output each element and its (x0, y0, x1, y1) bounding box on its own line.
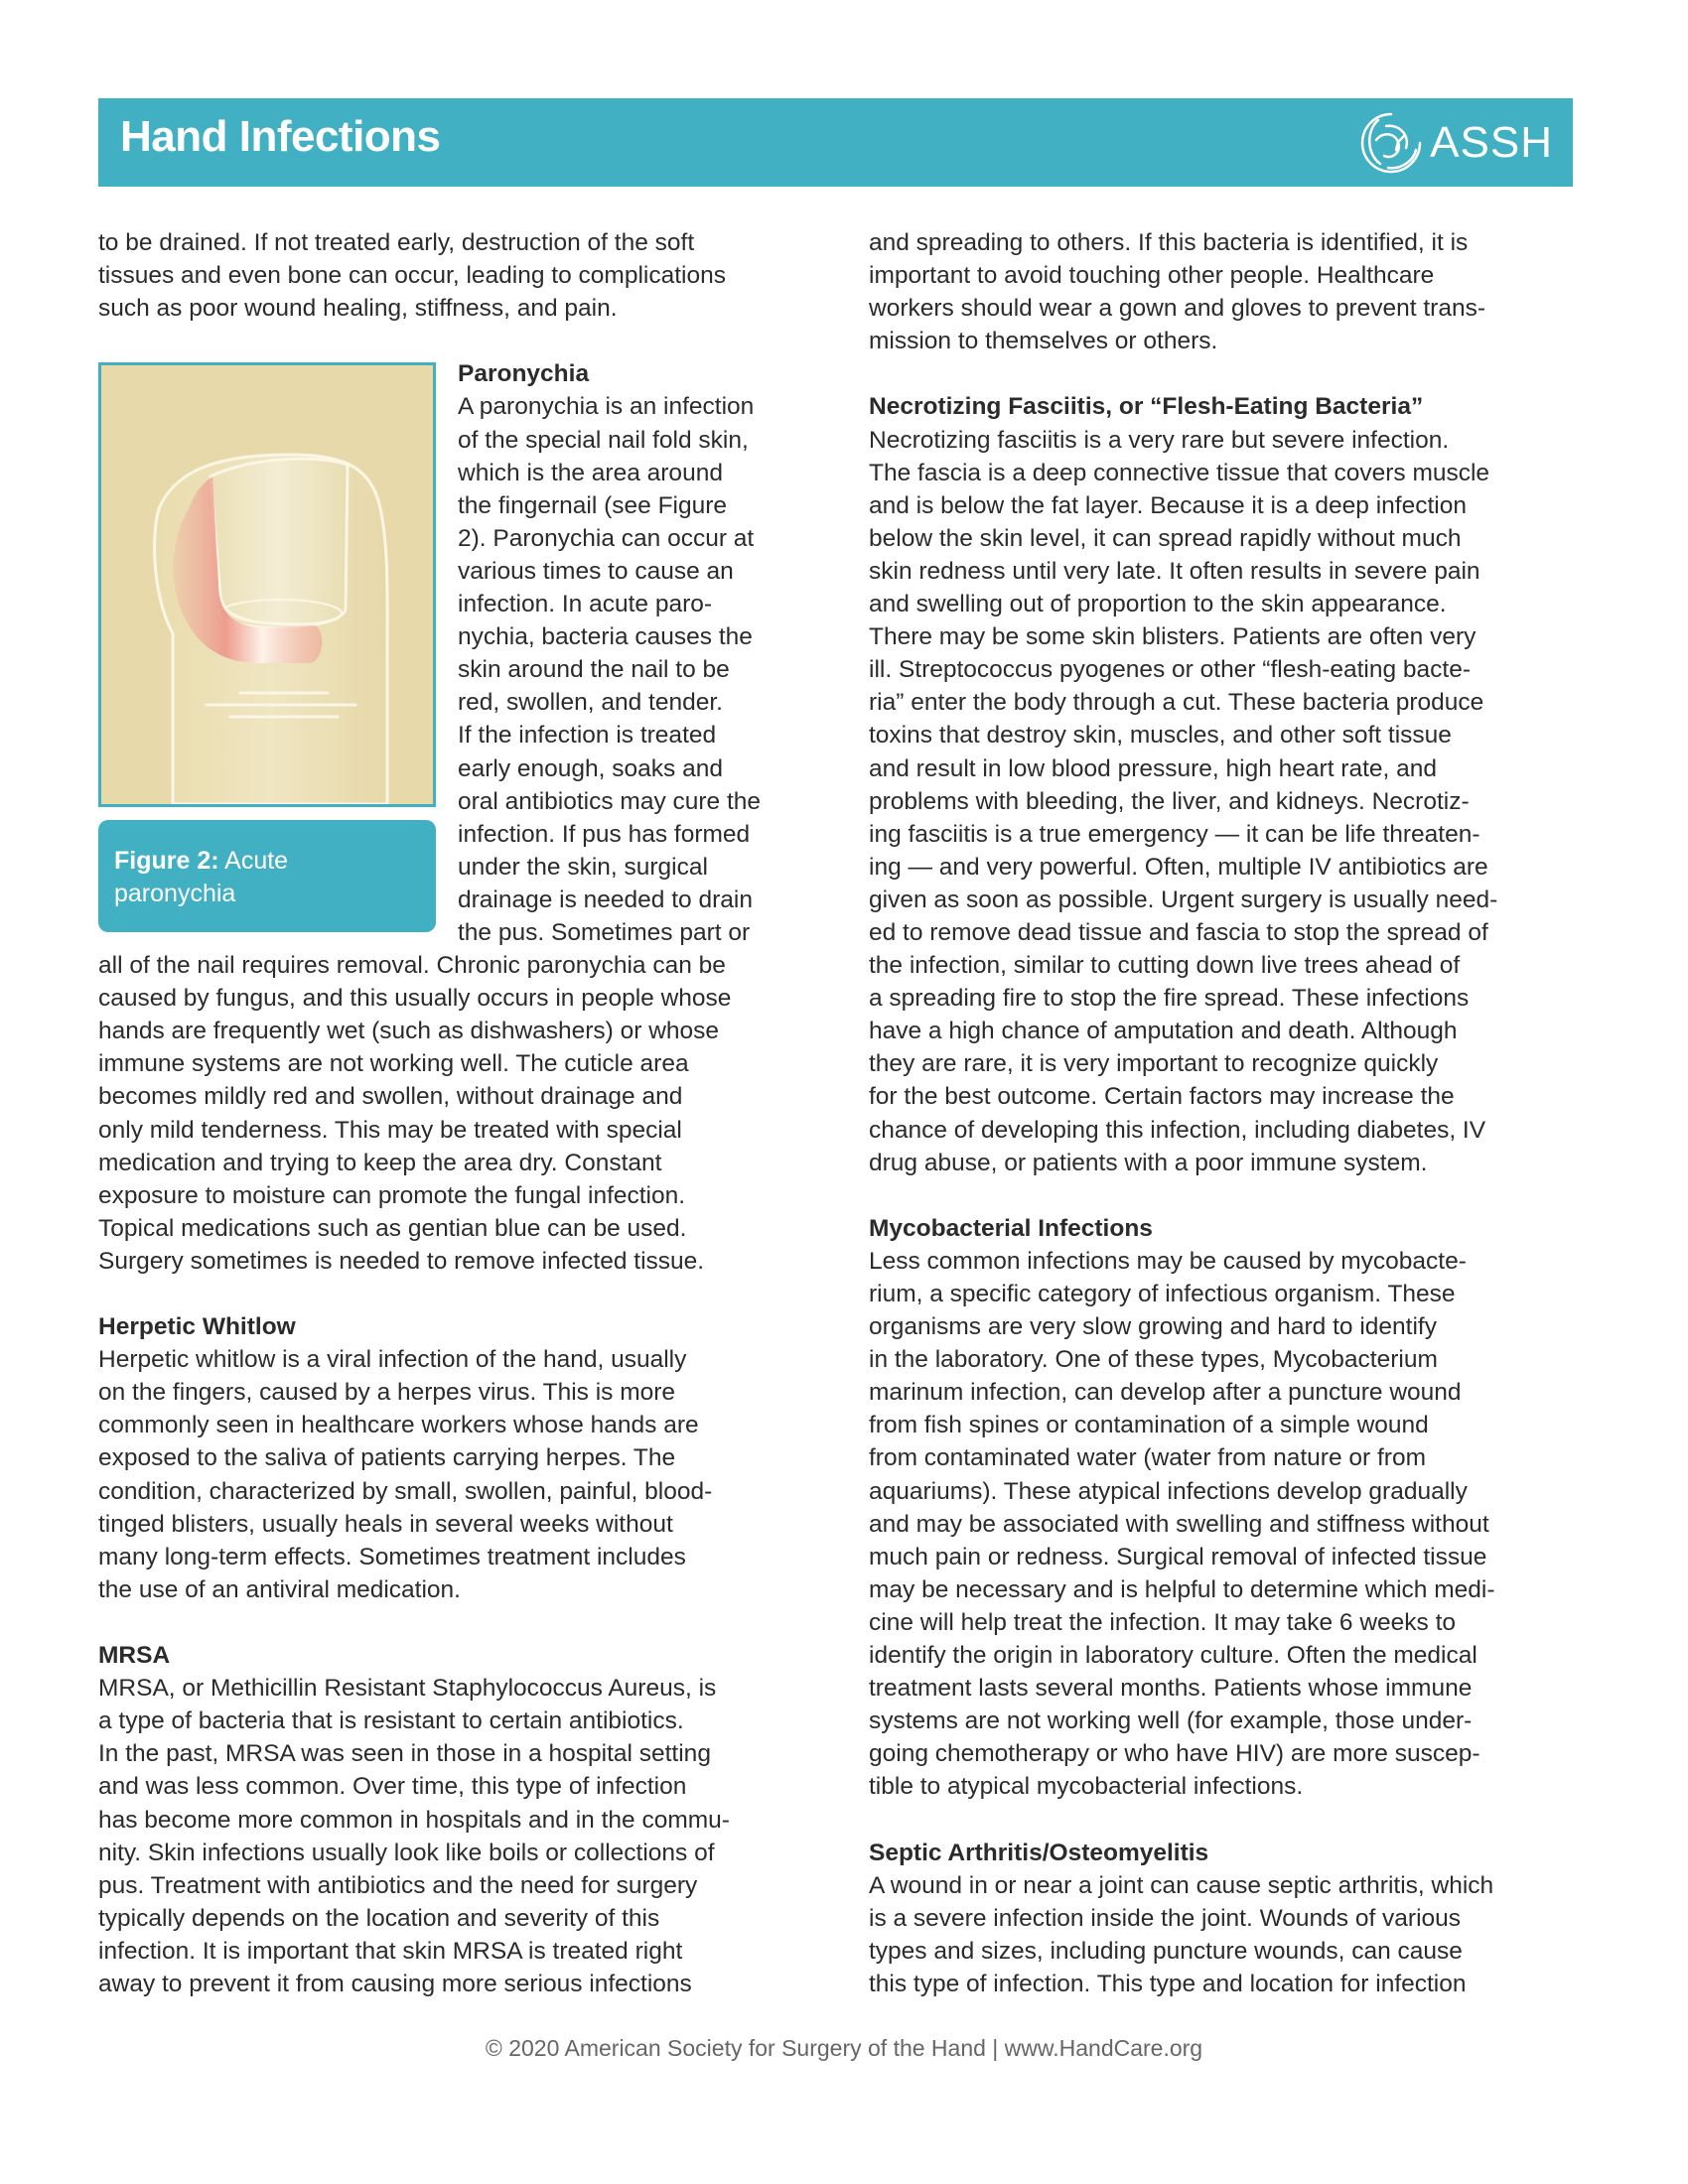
text-line: away to prevent it from causing more serious infections (98, 1970, 692, 1997)
text-line: to be drained. If not treated early, destruction of the soft (98, 229, 695, 256)
text-line: chance of developing this infection, including diabetes, IV (869, 1116, 1486, 1144)
text-line: marinum infection, can develop after a puncture wound (869, 1379, 1462, 1407)
text-line: has become more common in hospitals and in the commu- (98, 1806, 730, 1834)
text-line: nity. Skin infections usually look like boils or collections of (98, 1839, 715, 1866)
text-line: A paronychia is an infection (458, 393, 755, 421)
text-line: exposure to moisture can promote the fungal infection. (98, 1181, 686, 1209)
text-line: is a severe infection inside the joint. Wounds of various (869, 1904, 1462, 1932)
section-heading: Septic Arthritis/Osteomyelitis (869, 1839, 1209, 1866)
text-line: many long-term effects. Sometimes treatment includes (98, 1543, 686, 1570)
text-line: identify the origin in laboratory culture. Often the medical (869, 1642, 1477, 1670)
text-line: organisms are very slow growing and hard to identify (869, 1313, 1437, 1341)
footer-copyright: © 2020 American Society for Surgery of the Hand | www.HandCare.org (485, 2035, 1203, 2061)
figure-label: Figure 2: (114, 847, 219, 875)
text-line: from fish spines or contamination of a simple wound (869, 1412, 1429, 1439)
text-line: ed to remove dead tissue and fascia to stop the spread of (869, 918, 1488, 946)
text-line: important to avoid touching other people. Healthcare (869, 262, 1435, 290)
text-line: typically depends on the location and severity of this (98, 1904, 660, 1932)
text-line: only mild tenderness. This may be treated with special (98, 1116, 682, 1144)
assh-logo (1358, 110, 1553, 176)
text-line: Necrotizing fasciitis is a very rare but severe infection. (869, 426, 1450, 454)
text-line: and result in low blood pressure, high heart rate, and (869, 754, 1438, 782)
section-heading: Mycobacterial Infections (869, 1214, 1153, 1242)
text-line: caused by fungus, and this usually occurs in people whose (98, 985, 732, 1013)
text-line: ing fasciitis is a true emergency — it can be life threaten- (869, 820, 1480, 848)
text-line: the pus. Sometimes part or (458, 918, 751, 946)
blank-line (869, 357, 1584, 390)
text-line: mission to themselves or others. (869, 328, 1218, 355)
text-line: much pain or redness. Surgical removal of infected tissue (869, 1543, 1487, 1570)
text-line: for the best outcome. Certain factors may increase the (869, 1083, 1455, 1111)
text-line: and may be associated with swelling and stiffness without (869, 1510, 1489, 1538)
text-line: pus. Treatment with antibiotics and the need for surgery (98, 1871, 698, 1899)
page-title: Hand Infections (120, 112, 441, 161)
text-line: medication and trying to keep the area dry. Constant (98, 1149, 662, 1176)
text-line: systems are not working well (for example, those under- (869, 1707, 1473, 1735)
section-heading: MRSA (98, 1642, 171, 1670)
text-line: Herpetic whitlow is a viral infection of the hand, usually (98, 1346, 687, 1374)
text-line: on the fingers, caused by a herpes virus. This is more (98, 1379, 676, 1407)
text-line: in the laboratory. One of these types, Mycobacterium (869, 1346, 1438, 1374)
text-line: drug abuse, or patients with a poor immune system. (869, 1149, 1428, 1176)
caption-line-2: paronychia (114, 880, 236, 907)
text-line: from contaminated water (water from nature or from (869, 1444, 1426, 1472)
text-line: this type of infection. This type and location for infection (869, 1970, 1467, 1997)
text-line: ing — and very powerful. Often, multiple IV antibiotics are (869, 853, 1488, 881)
text-line: There may be some skin blisters. Patients are often very (869, 623, 1477, 651)
finger-nail-illustration (101, 365, 433, 804)
text-line: tinged blisters, usually heals in several weeks without (98, 1510, 673, 1538)
text-line: rium, a specific category of infectious organism. These (869, 1281, 1456, 1307)
text-line: If the infection is treated (458, 722, 717, 750)
page-header (98, 98, 1573, 187)
section-heading: Herpetic Whitlow (98, 1313, 296, 1341)
right-column (869, 226, 1584, 2000)
text-line: and swelling out of proportion to the skin appearance. (869, 591, 1447, 618)
text-line: early enough, soaks and (458, 754, 723, 782)
text-line: skin redness until very late. It often results in severe pain (869, 557, 1480, 585)
text-line: all of the nail requires removal. Chronic paronychia can be (98, 952, 726, 980)
text-line: going chemotherapy or who have HIV) are more suscep- (869, 1740, 1480, 1768)
text-line: and was less common. Over time, this type of infection (98, 1773, 687, 1801)
text-line: exposed to the saliva of patients carrying herpes. The (98, 1444, 676, 1472)
text-line: Topical medications such as gentian blue can be used. (98, 1214, 687, 1242)
section-heading: Necrotizing Fasciitis, or “Flesh-Eating Bacteria” (869, 393, 1424, 421)
text-line: they are rare, it is very important to recognize quickly (869, 1050, 1439, 1078)
text-line: infection. If pus has formed (458, 820, 751, 848)
text-line: Less common infections may be caused by mycobacte- (869, 1247, 1467, 1275)
text-line: the fingernail (see Figure (458, 491, 728, 519)
text-line: commonly seen in healthcare workers whose hands are (98, 1412, 699, 1439)
text-line: immune systems are not working well. The cuticle area (98, 1050, 689, 1078)
text-line: tissues and even bone can occur, leading to complications (98, 262, 726, 290)
text-line: hands are frequently wet (such as dishwashers) or whose (98, 1018, 720, 1045)
figure-caption (98, 820, 436, 932)
text-line: may be necessary and is helpful to determine which medi- (869, 1575, 1495, 1603)
text-line: problems with bleeding, the liver, and kidneys. Necrotiz- (869, 787, 1470, 815)
text-line: oral antibiotics may cure the (458, 787, 762, 815)
text-line: skin around the nail to be (458, 656, 730, 684)
text-line: cine will help treat the infection. It may take 6 weeks to (869, 1608, 1457, 1636)
text-line: the use of an antiviral medication. (98, 1575, 461, 1603)
text-line: below the skin level, it can spread rapidly without much (869, 524, 1462, 552)
text-line: ria” enter the body through a cut. These bacteria produce (869, 689, 1484, 717)
text-line: the infection, similar to cutting down live trees ahead of (869, 952, 1461, 980)
text-line: such as poor wound healing, stiffness, and pain. (98, 295, 618, 323)
swirl-logo-icon (1358, 110, 1424, 176)
text-line: becomes mildly red and swollen, without drainage and (98, 1083, 683, 1111)
logo-text: ASSH (1430, 118, 1553, 167)
text-line: treatment lasts several months. Patients whose immune (869, 1675, 1473, 1703)
text-line: aquariums). These atypical infections develop gradually (869, 1477, 1468, 1505)
text-line: 2). Paronychia can occur at (458, 524, 755, 552)
text-line: MRSA, or Methicillin Resistant Staphylococcus Aureus, is (98, 1675, 717, 1703)
blank-line (98, 325, 813, 357)
text-line: have a high chance of amputation and death. Although (869, 1018, 1458, 1045)
text-line: and is below the fat layer. Because it is a deep infection (869, 491, 1467, 519)
text-line: and spreading to others. If this bacteria is identified, it is (869, 229, 1469, 256)
text-line: which is the area around (458, 459, 723, 486)
text-line: ill. Streptococcus pyogenes or other “flesh-eating bacte- (869, 656, 1472, 684)
blank-line (869, 1179, 1584, 1212)
text-line: a type of bacteria that is resistant to certain antibiotics. (98, 1707, 684, 1735)
text-line: infection. In acute paro- (458, 591, 713, 618)
text-line: A wound in or near a joint can cause septic arthritis, which (869, 1871, 1494, 1899)
text-line: The fascia is a deep connective tissue that covers muscle (869, 459, 1490, 486)
text-line: types and sizes, including puncture wounds, can cause (869, 1937, 1463, 1965)
text-line: given as soon as possible. Urgent surgery is usually need- (869, 886, 1498, 913)
text-line: infection. It is important that skin MRSA is treated right (98, 1937, 683, 1965)
text-line: Surgery sometimes is needed to remove infected tissue. (98, 1247, 705, 1275)
text-line: nychia, bacteria causes the (458, 623, 753, 651)
text-line: workers should wear a gown and gloves to prevent trans- (869, 295, 1485, 323)
blank-line (98, 1278, 813, 1310)
text-line: various times to cause an (458, 557, 734, 585)
paronychia-illustration (98, 362, 436, 807)
text-line: tible to atypical mycobacterial infections. (869, 1773, 1304, 1801)
caption-line-1: Acute (218, 847, 289, 875)
text-line: drainage is needed to drain (458, 886, 753, 913)
text-line: red, swollen, and tender. (458, 689, 723, 717)
blank-line (869, 1804, 1584, 1837)
text-line: condition, characterized by small, swollen, painful, blood- (98, 1477, 713, 1505)
text-line: under the skin, surgical (458, 853, 708, 881)
text-line: of the special nail fold skin, (458, 426, 749, 454)
section-heading: Paronychia (458, 360, 590, 388)
blank-line (98, 1606, 813, 1639)
text-line: a spreading fire to stop the fire spread. These infections (869, 985, 1470, 1013)
text-line: toxins that destroy skin, muscles, and other soft tissue (869, 722, 1452, 750)
text-line: In the past, MRSA was seen in those in a hospital setting (98, 1740, 711, 1768)
